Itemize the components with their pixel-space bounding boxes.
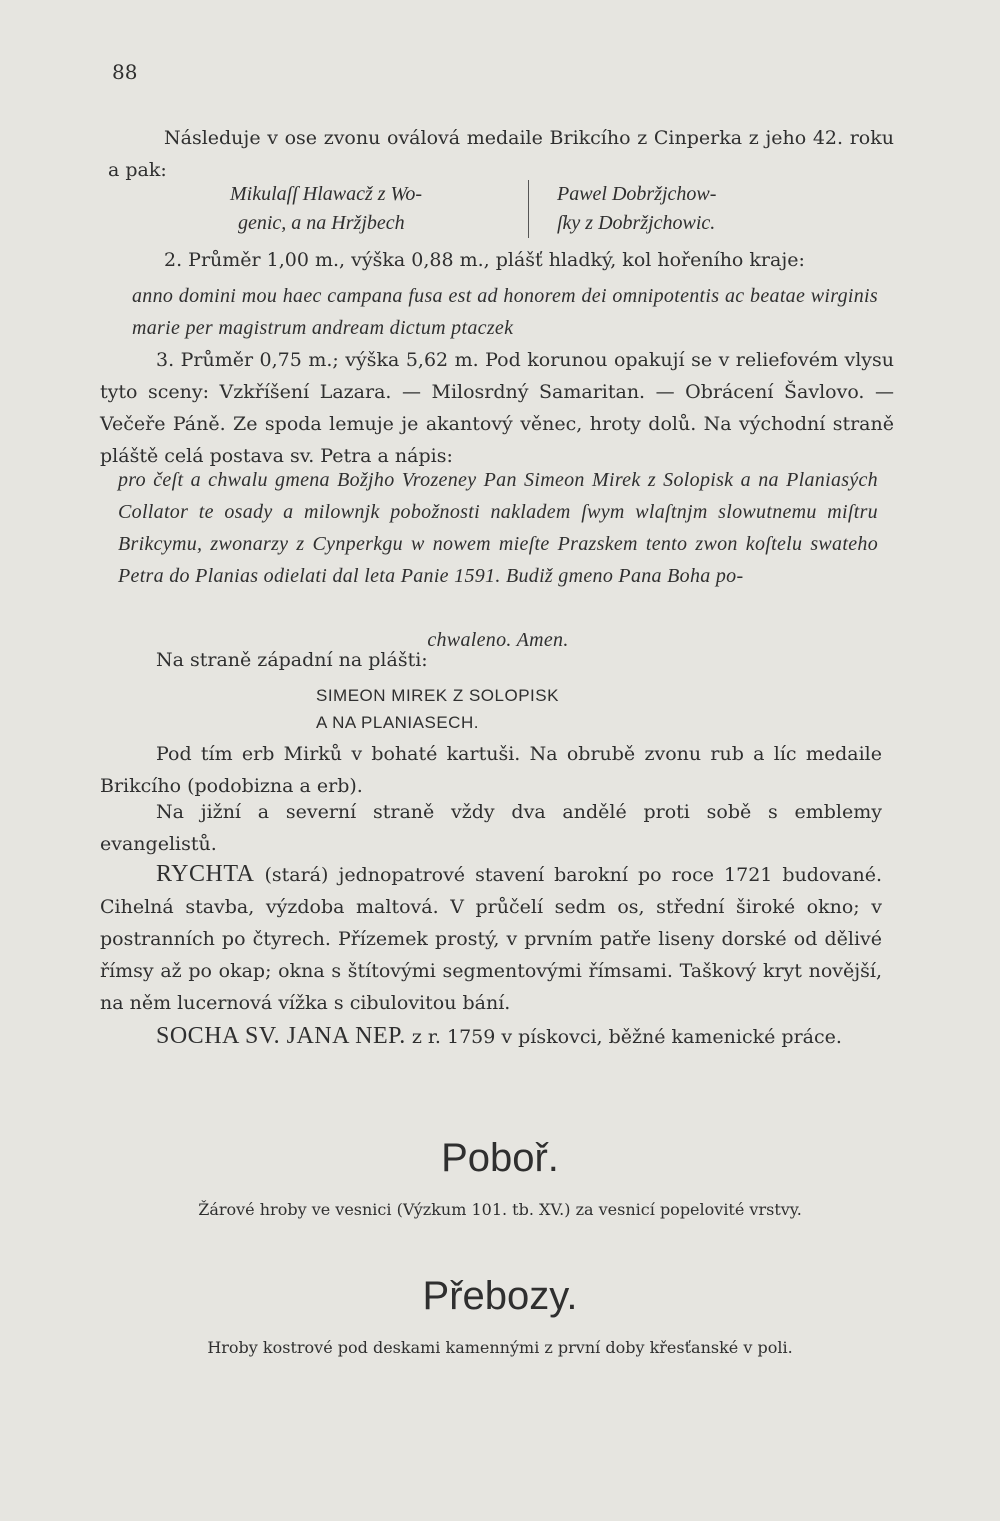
section-title-pobor: Poboř. (441, 1136, 559, 1180)
inscription-column-right (528, 180, 807, 238)
section-title-prebozy: Přebozy. (422, 1274, 578, 1318)
paragraph-erb: Pod tím erb Mirků v bohaté kartuši. Na obrubě zvonu rub a líc medaile Brikcího (podobizna a erb). (100, 743, 882, 797)
socha-text: z r. 1759 v pískovci, běžné kamenické práce. (405, 1026, 842, 1048)
paragraph-socha (100, 1020, 882, 1053)
inscription-line: Mikulaſſ Hlawacž z Wo- (230, 183, 423, 205)
inscription-line: genic, a na Hržjbech (238, 212, 405, 234)
paragraph-bell-3: 3. Průměr 0,75 m.; výška 5,62 m. Pod korunou opakují se v reliefovém vlysu tyto sceny: Vzkříšení Lazara. — Milosrdný Samaritan. — Obrácení Šavlovo. — Večeře Páně. Ze spoda lemuje je akantový věnec, hroty dolů. Na východní straně pláště celá postava sv. Petra a nápis: (100, 349, 894, 467)
blackletter-inscription-1: anno domini mou haec campana fusa est ad honorem dei omnipotentis ac beatae wirginis marie per magistrum andream dictum ptaczek (132, 285, 878, 339)
socha-heading: SOCHA SV. JANA NEP. (156, 1023, 406, 1049)
section-text-pobor: Žárové hroby ve vesnici (Výzkum 101. tb. XV.) za vesnicí popelovité vrstvy. (198, 1200, 802, 1219)
section-text-prebozy: Hroby kostrové pod deskami kamennými z první doby křesťanské v poli. (207, 1338, 793, 1357)
paragraph-bell-2: 2. Průměr 1,00 m., výška 0,88 m., plášť hladký, kol hořeního kraje: (164, 249, 805, 271)
paragraph-medaile: Následuje v ose zvonu oválová medaile Brikcího z Cinperka z jeho 42. roku a pak: (108, 127, 894, 181)
inscription-line: ſky z Dobržjchowic. (557, 212, 716, 234)
paragraph-andele: Na jižní a severní straně vždy dva andělé proti sobě s emblemy evangelistů. (100, 801, 882, 855)
inscription-line: Pawel Dobržjchow- (557, 183, 717, 205)
rychta-text: (stará) jednopatrové stavení barokní po roce 1721 budované. Cihelná stavba, výzdoba maltová. V průčelí sedm os, střední široké okno; v postranních po čtyrech. Přízemek prostý, v prvním patře liseny dorské od dělivé římsy až po okap; okna s štítovými segmentovými římsami. Taškový kryt novější, na něm lucernová vížka s cibulovitou bání. (100, 864, 882, 1014)
page-number: 88 (112, 60, 138, 84)
blackletter-inscription-2-end: chwaleno. Amen. (427, 629, 569, 651)
inscription-column-left (230, 180, 490, 238)
paragraph-rychta (100, 858, 882, 1019)
rychta-heading: RYCHTA (156, 861, 255, 887)
paragraph-west-side: Na straně západní na plášti: (156, 649, 428, 671)
caps-inscription (316, 682, 716, 736)
caps-line: A NA PLANIASECH. (316, 713, 479, 732)
blackletter-inscription-2: pro čeſt a chwalu gmena Božjho Vrozeney Pan Simeon Mirek z Solopisk a na Planiasých Collator te osady a milownjk pobožnosti nakladem ſwym wlaſtnjm slowutnemu miſtru Brikcymu, zwonarzy z Cynperkgu w nowem mieſte Prazskem tento zwon koſtelu swateho Petra do Planias odielati dal leta Panie 1591. Budiž gmeno Pana Boha po- (118, 469, 878, 587)
caps-line: SIMEON MIREK Z SOLOPISK (316, 686, 559, 705)
